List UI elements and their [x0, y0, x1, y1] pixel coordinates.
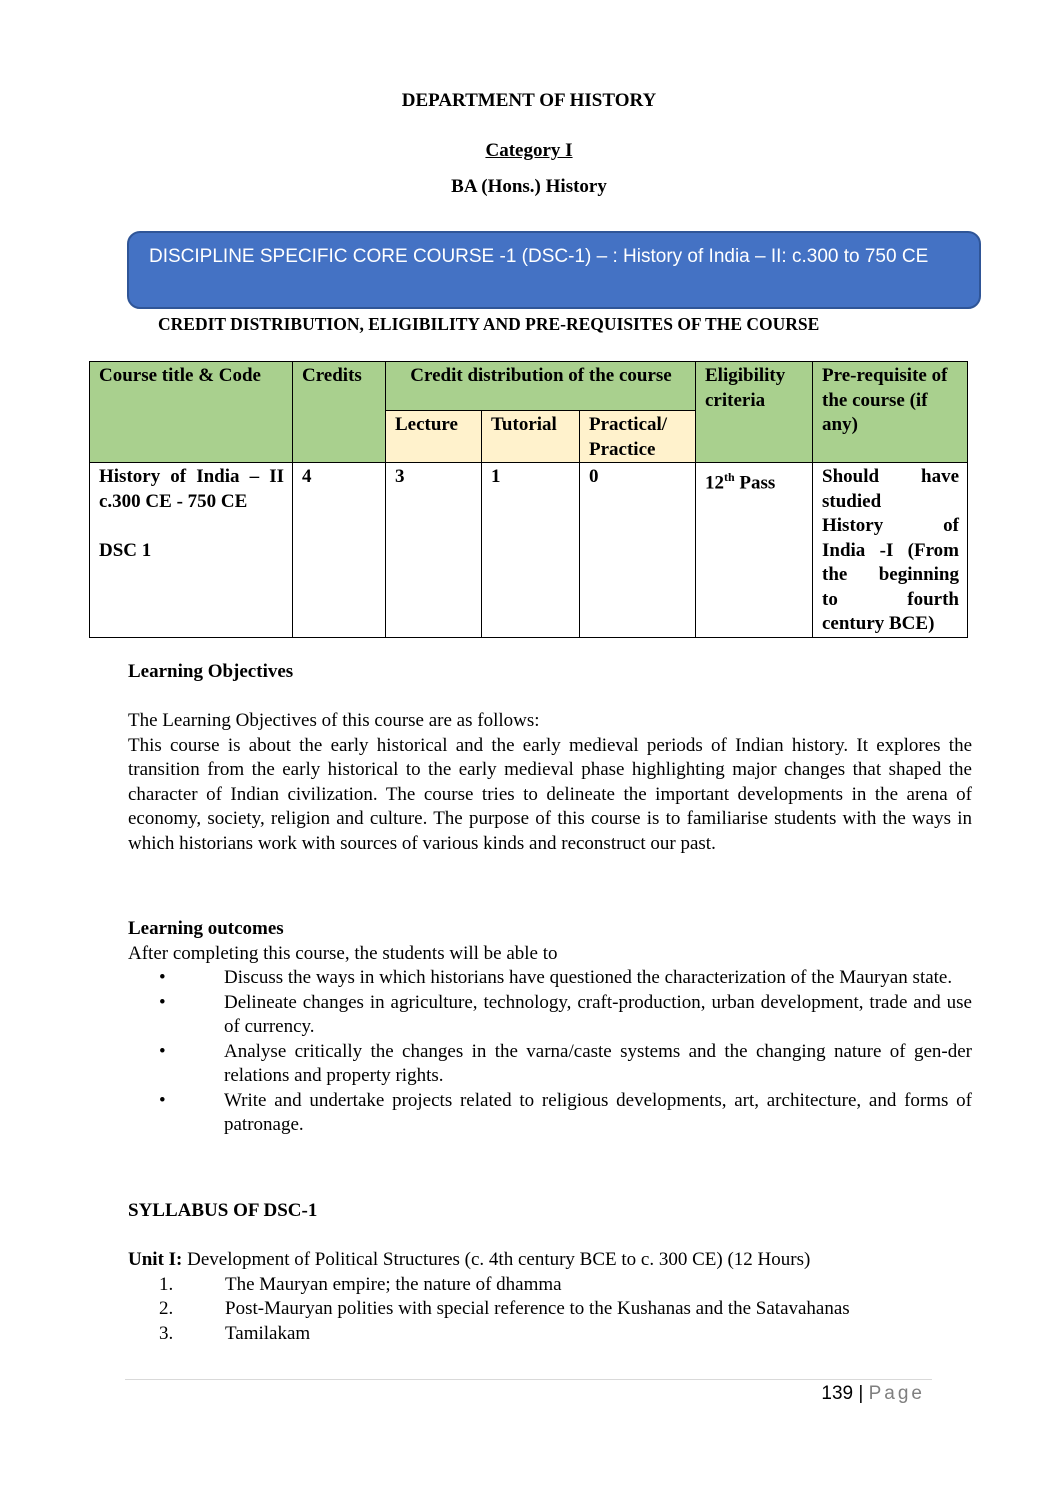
header-credits: Credits [293, 362, 386, 463]
list-item [128, 1040, 972, 1089]
header-tutorial: Tutorial [482, 411, 580, 463]
bullet-icon: • [159, 991, 166, 1013]
unit-topics-list [128, 1273, 972, 1347]
item-text: The Mauryan empire; the nature of dhamma [225, 1273, 562, 1295]
syllabus-heading: SYLLABUS OF DSC-1 [128, 1200, 318, 1221]
header-practical: Practical/ Practice [580, 411, 696, 463]
bullet-icon: • [159, 1089, 166, 1111]
unit-one-section [128, 1248, 972, 1346]
outcome-text: Discuss the ways in which historians have questioned the characterization of the Mauryan state. [224, 967, 953, 988]
list-item [128, 1089, 972, 1138]
page-footer [821, 1383, 925, 1405]
outcome-text: Delineate changes in agriculture, technology, craft-production, urban development, trade and use of currency. [224, 991, 972, 1037]
category-label: Category I [485, 140, 573, 161]
prereq-line: century BCE) [822, 613, 935, 634]
item-text: Tamilakam [225, 1322, 311, 1344]
item-number: 3. [159, 1322, 174, 1344]
bullet-icon: • [159, 967, 166, 988]
eligibility-superscript: th [724, 470, 735, 484]
learning-outcomes-heading: Learning outcomes [128, 918, 284, 939]
list-item [128, 991, 972, 1040]
learning-objectives-heading: Learning Objectives [128, 661, 294, 682]
list-item [128, 1322, 972, 1347]
header-credit-distribution: Credit distribution of the course [386, 362, 696, 411]
list-item [128, 966, 972, 991]
list-item [128, 1273, 972, 1298]
footer-separator: | [853, 1383, 869, 1404]
item-number: 1. [159, 1273, 174, 1295]
course-code-text: DSC 1 [99, 539, 152, 561]
objectives-intro: The Learning Objectives of this course are as follows: [128, 710, 540, 731]
programme-title: BA (Hons.) History [451, 176, 607, 197]
prereq-line: History of [822, 515, 959, 536]
cell-course [90, 463, 293, 638]
list-item [128, 1297, 972, 1322]
header-lecture: Lecture [386, 411, 482, 463]
outcomes-list [128, 966, 972, 1138]
header-eligibility: Eligibility criteria [696, 362, 813, 463]
category-title [0, 140, 1058, 162]
unit-label: Unit I: [128, 1249, 183, 1270]
table-row [90, 463, 968, 638]
outcome-text: Write and undertake projects related to religious developments, art, architecture, and forms of patronage. [224, 1089, 972, 1135]
prereq-line: India -I (From [822, 539, 959, 561]
cell-tutorial: 1 [482, 463, 580, 638]
prereq-line: studied [822, 490, 882, 512]
outcomes-intro: After completing this course, the students will be able to [128, 942, 558, 964]
cell-lecture: 3 [386, 463, 482, 638]
cell-eligibility [696, 463, 813, 638]
learning-objectives-section [128, 709, 972, 856]
outcome-text: Analyse critically the changes in the varna/caste systems and the changing nature of gen-der relations and property rights. [224, 1040, 972, 1086]
cell-credits: 4 [293, 463, 386, 638]
department-title: DEPARTMENT OF HISTORY [401, 90, 657, 111]
learning-outcomes-section [128, 917, 972, 1138]
course-banner: DISCIPLINE SPECIFIC CORE COURSE -1 (DSC-1) – : History of India – II: c.300 to 750 CE [127, 231, 981, 309]
eligibility-rest: Pass [734, 472, 776, 494]
item-text: Post-Mauryan polities with special reference to the Kushanas and the Satavahanas [225, 1298, 850, 1319]
header-prerequisite: Pre-requisite of the course (if any) [813, 362, 968, 463]
item-number: 2. [159, 1298, 174, 1319]
unit-description: Development of Political Structures (c. 4th century BCE to c. 300 CE) (12 Hours) [182, 1249, 811, 1270]
page-number: 139 [821, 1383, 854, 1404]
eligibility-number: 12 [705, 472, 724, 494]
credit-distribution-heading: CREDIT DISTRIBUTION, ELIGIBILITY AND PRE-REQUISITES OF THE COURSE [158, 314, 820, 334]
prereq-line: the beginning [822, 564, 959, 585]
prereq-line: Should have [822, 466, 959, 487]
bullet-icon: • [159, 1040, 166, 1062]
page-label: Page [868, 1383, 925, 1404]
prereq-line: to fourth [822, 588, 959, 610]
objectives-body: This course is about the early historical and the early medieval periods of Indian history. It explores the transition from the early historical to the early medieval phase highlighting major changes that shaped the character of Indian civilization. The course tries to delineate the important developments in the arena of economy, society, religion and culture. The purpose of this course is to familiarise students with the ways in which historians work with sources of various kinds and reconstruct our past. [128, 734, 972, 854]
cell-practical: 0 [580, 463, 696, 638]
unit-title [128, 1248, 972, 1273]
footer-divider [125, 1379, 932, 1380]
credit-distribution-table [89, 361, 968, 638]
cell-prerequisite [813, 463, 968, 638]
course-title-text: History of India – II c.300 CE - 750 CE [99, 466, 284, 512]
header-course-title: Course title & Code [90, 362, 293, 463]
